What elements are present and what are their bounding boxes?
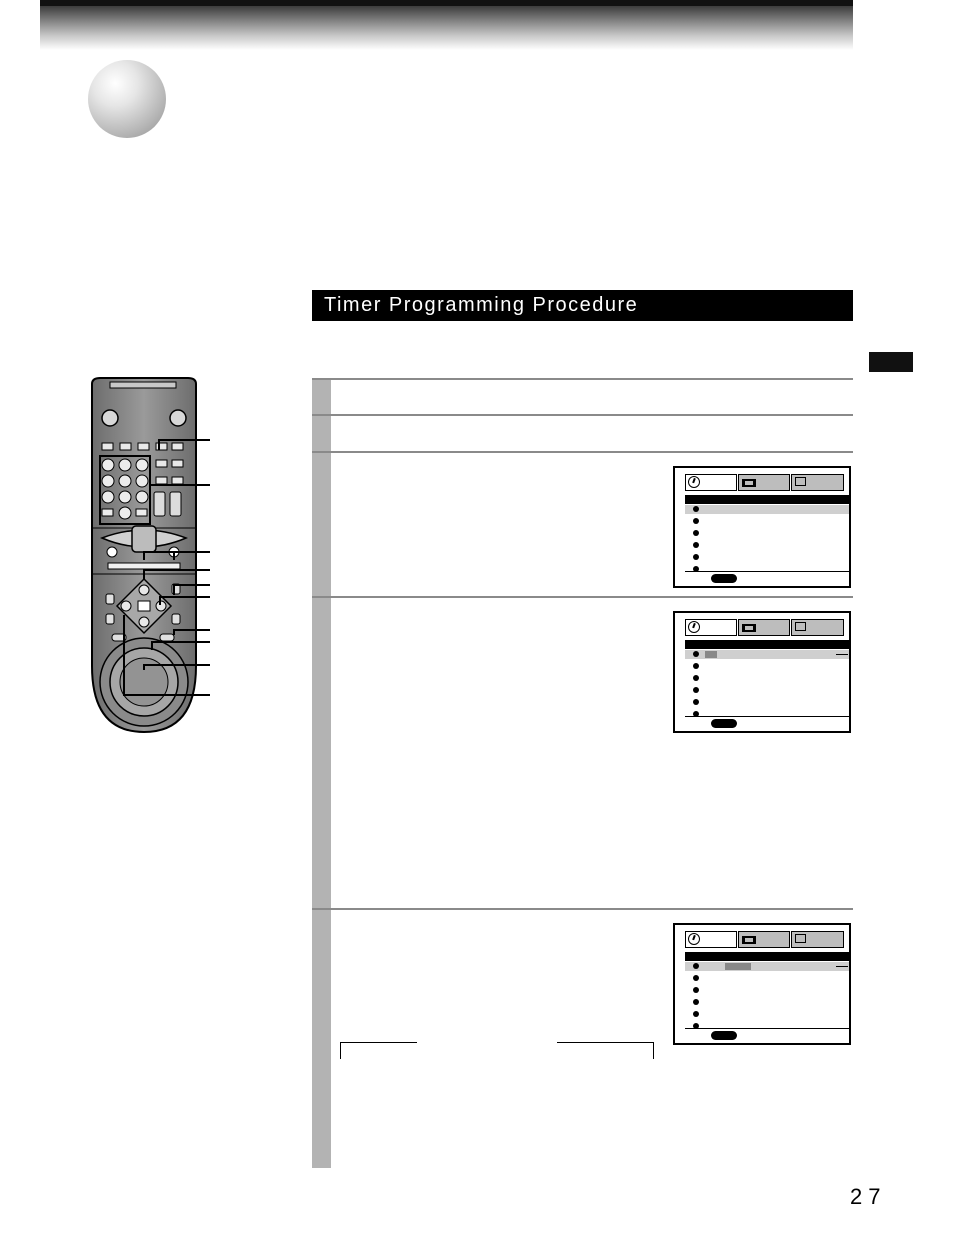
osd-button-pill xyxy=(711,574,737,583)
program-bullet-icon xyxy=(693,542,699,548)
header-gradient-band xyxy=(40,0,853,50)
osd-screen-step-4 xyxy=(673,611,851,733)
program-bullet-icon xyxy=(693,651,699,657)
program-bullet-icon xyxy=(693,699,699,705)
step-5-divider xyxy=(312,908,853,910)
header-top-stripe xyxy=(40,0,853,6)
program-bullet-icon xyxy=(693,1011,699,1017)
osd-button-pill xyxy=(711,719,737,728)
osd-tab-vcr xyxy=(738,619,790,636)
step-1-divider xyxy=(312,378,853,380)
section-title-bar xyxy=(312,290,853,321)
note-bracket xyxy=(340,1042,654,1058)
clock-icon xyxy=(688,476,700,488)
program-bullet-icon xyxy=(693,506,699,512)
osd-dash xyxy=(836,654,848,655)
step-3-divider xyxy=(312,451,853,453)
cassette-icon xyxy=(742,624,756,632)
page-number: 27 xyxy=(850,1184,887,1209)
cassette-icon xyxy=(742,479,756,487)
program-bullet-icon xyxy=(693,975,699,981)
osd-tab-tv xyxy=(791,474,844,491)
tv-icon xyxy=(795,622,806,631)
osd-footer-line xyxy=(685,571,849,572)
program-bullet-icon xyxy=(693,663,699,669)
tv-icon xyxy=(795,934,806,943)
osd-footer-line xyxy=(685,1028,849,1029)
osd-screen-step-3 xyxy=(673,466,851,588)
clock-icon xyxy=(688,933,700,945)
osd-tab-tv xyxy=(791,931,844,948)
osd-tab-tv xyxy=(791,619,844,636)
program-bullet-icon xyxy=(693,963,699,969)
osd-header-row xyxy=(685,495,849,504)
osd-header-row xyxy=(685,640,849,649)
osd-selected-row xyxy=(685,505,849,514)
osd-tab-timer xyxy=(685,931,737,948)
remote-callout-lines xyxy=(100,430,215,700)
note-bracket-right xyxy=(557,1042,654,1059)
osd-tab-vcr xyxy=(738,931,790,948)
program-bullet-icon xyxy=(693,530,699,536)
program-bullet-icon xyxy=(693,554,699,560)
osd-screen-step-5 xyxy=(673,923,851,1045)
osd-tab-timer xyxy=(685,474,737,491)
program-bullet-icon xyxy=(693,518,699,524)
chapter-sphere-icon xyxy=(88,60,166,138)
cassette-icon xyxy=(742,936,756,944)
program-bullet-icon xyxy=(693,687,699,693)
step-rail xyxy=(312,379,331,1168)
clock-icon xyxy=(688,621,700,633)
section-title: Timer Programming Procedure xyxy=(324,294,639,316)
step-2-divider xyxy=(312,414,853,416)
osd-button-pill xyxy=(711,1031,737,1040)
program-bullet-icon xyxy=(693,675,699,681)
osd-selected-row xyxy=(685,962,849,971)
osd-cursor-field xyxy=(705,651,717,658)
osd-dash xyxy=(836,966,848,967)
note-bracket-left xyxy=(340,1042,417,1059)
step-4-divider xyxy=(312,596,853,598)
osd-cursor-field xyxy=(725,963,751,970)
section-index-tab xyxy=(869,352,913,372)
osd-tab-vcr xyxy=(738,474,790,491)
osd-footer-line xyxy=(685,716,849,717)
osd-header-row xyxy=(685,952,849,961)
osd-selected-row xyxy=(685,650,849,659)
program-bullet-icon xyxy=(693,987,699,993)
program-bullet-icon xyxy=(693,999,699,1005)
osd-tab-timer xyxy=(685,619,737,636)
tv-icon xyxy=(795,477,806,486)
